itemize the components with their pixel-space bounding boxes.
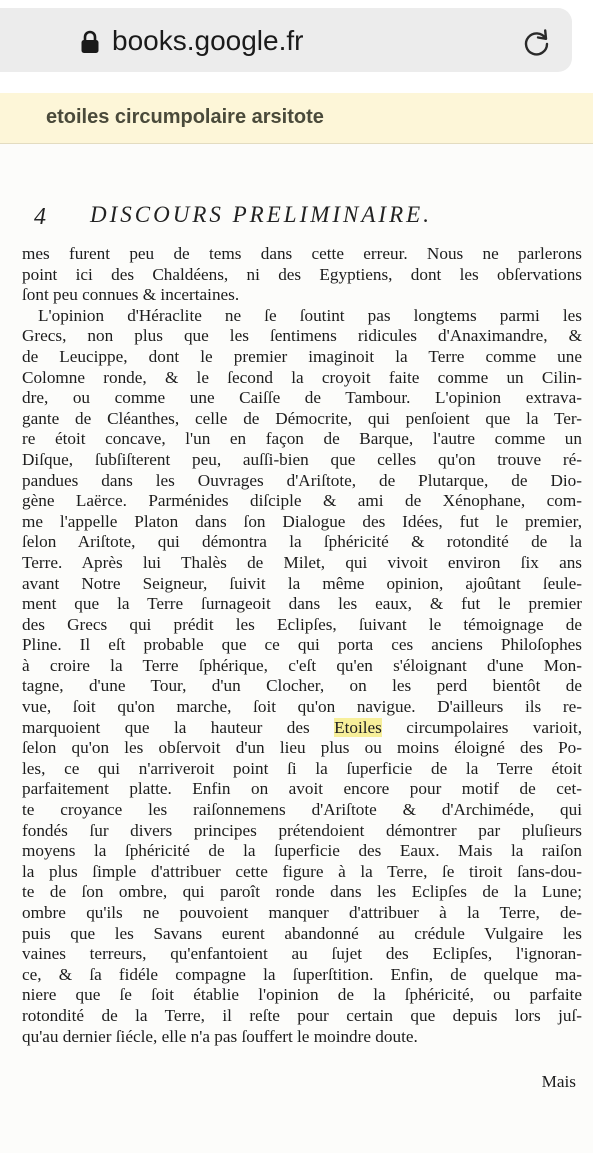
- text-line: avant Notre Seigneur, ſuivit la même opinion, ajoûtant ſeule-: [22, 573, 582, 593]
- text-line: fondés ſur divers principes prétendoient démontrer par pluſieurs: [22, 820, 582, 840]
- browser-toolbar: [0, 0, 593, 90]
- text-line: point ici des Chaldéens, ni des Egyptiens, dont les obſervations: [22, 264, 582, 284]
- page-header: [34, 202, 554, 232]
- text-line: mes furent peu de tems dans cette erreur. Nous ne parlerons: [22, 244, 582, 263]
- text-line: dre, ou comme une Caiſſe de Tambour. L'opinion extrava-: [22, 388, 582, 408]
- text-line: L'opinion d'Héraclite ne ſe ſoutint pas longtems parmi les: [38, 305, 582, 325]
- text-line: puis que les Savans eurent abandonné au crédule Vulgaire les: [22, 923, 582, 943]
- running-title: DISCOURS PRELIMINAIRE.: [90, 202, 432, 227]
- search-query-bar[interactable]: [0, 93, 593, 144]
- text-line: Pline. Il eſt probable que ce qui porta ces anciens Philoſophes: [22, 635, 582, 655]
- text-line-highlighted: [22, 718, 582, 739]
- reload-icon[interactable]: [521, 27, 553, 59]
- text-line: ſelon qu'on les obſervoit d'un lieu plus ou moins éloigné des Po-: [22, 738, 582, 758]
- text-line: parfaitement platte. Enfin on avoit encore pour motif de cet-: [22, 779, 582, 799]
- text-line: ſelon Ariſtote, qui démontra la ſphéricité & rotondité de la: [22, 532, 582, 552]
- text-line: à croire la Terre ſphérique, c'eſt qu'en s'éloignant d'une Mon-: [22, 655, 582, 675]
- text-line: ce, & ſa fidéle compagne la ſuperſtition. Enfin, de quelque ma-: [22, 964, 582, 984]
- lock-icon: [80, 30, 100, 54]
- text-line: te croyance les raiſonnemens d'Ariſtote & d'Archiméde, qui: [22, 800, 582, 820]
- search-highlight[interactable]: Etoiles: [334, 717, 382, 737]
- text-line: vaines terreurs, qu'enfantoient au ſujet des Eclipſes, l'ignoran-: [22, 944, 582, 964]
- text-line: Terre. Après lui Thalès de Milet, qui vivoit environ ſix ans: [22, 552, 582, 572]
- text-line: niere que ſe ſoit établie l'opinion de la ſphéricité, ou parfaite: [22, 985, 582, 1005]
- text-line: gante de Cléanthes, celle de Démocrite, qui penſoient que la Ter-: [22, 408, 582, 428]
- text-segment: circumpolaires varioit,: [381, 717, 582, 737]
- search-query-text: etoiles circumpolaire arsitote: [46, 106, 324, 128]
- text-line: les, ce qui n'arriveroit point ſi la ſuperficie de la Terre étoit: [22, 758, 582, 778]
- text-line: des Grecs qui prédit les Eclipſes, ſuivant le témoignage de: [22, 614, 582, 634]
- text-line: qu'au dernier ſiécle, elle n'a pas ſouffert le moindre doute.: [22, 1026, 418, 1046]
- book-page: [0, 144, 593, 1153]
- text-line: te de ſon ombre, qui paroît ronde dans les Eclipſes de la Lune;: [22, 882, 582, 902]
- url-text: books.google.fr: [112, 25, 304, 56]
- address-bar[interactable]: [0, 8, 572, 72]
- text-line: Grecs, non plus que les ſentimens ridicules d'Anaximandre, &: [22, 326, 582, 346]
- text-line: Colomne ronde, & le ſecond la croyoit faite comme un Cilin-: [22, 367, 582, 387]
- text-line: re étoit concave, l'un en façon de Barque, l'autre comme un: [22, 429, 582, 449]
- text-line: de Leucippe, dont le premier imaginoit la Terre comme une: [22, 346, 582, 366]
- text-line: moyens la ſphéricité de la ſuperficie des Eaux. Mais la raiſon: [22, 841, 582, 861]
- text-line: vue, ſoit qu'on marche, ſoit qu'on navigue. D'ailleurs ils re-: [22, 697, 582, 717]
- text-line: ombre qu'ils ne pouvoient manquer d'attribuer à la Terre, de-: [22, 903, 582, 922]
- catchword: Mais: [541, 1072, 576, 1091]
- text-line: gène Laërce. Parménides diſciple & ami de Xénophane, com-: [22, 491, 582, 511]
- text-line: Diſque, ſubſiſterent peu, auſſi-bien que celles qu'on trouve ré-: [22, 449, 582, 469]
- text-line: ment que la Terre ſurnageoit dans les eaux, & fut le premier: [22, 594, 582, 614]
- text-segment: marquoient que la hauteur des: [22, 717, 310, 737]
- page-number: 4: [34, 204, 46, 230]
- text-line: tagne, d'une Tour, d'un Clocher, on les perd bientôt de: [22, 676, 582, 696]
- page-body: [22, 244, 582, 1047]
- text-line: ſont peu connues & incertaines.: [22, 285, 240, 305]
- text-line: la plus ſimple d'attribuer cette figure à la Terre, ſe tiroit ſans-dou-: [22, 861, 582, 881]
- text-line: rotondité de la Terre, il reſte pour certain que depuis lors juſ-: [22, 1005, 582, 1025]
- text-line: me l'appelle Platon dans ſon Dialogue des Idées, fut le premier,: [22, 511, 582, 531]
- text-line: pandues dans les Ouvrages d'Ariſtote, de Plutarque, de Dio-: [22, 470, 582, 490]
